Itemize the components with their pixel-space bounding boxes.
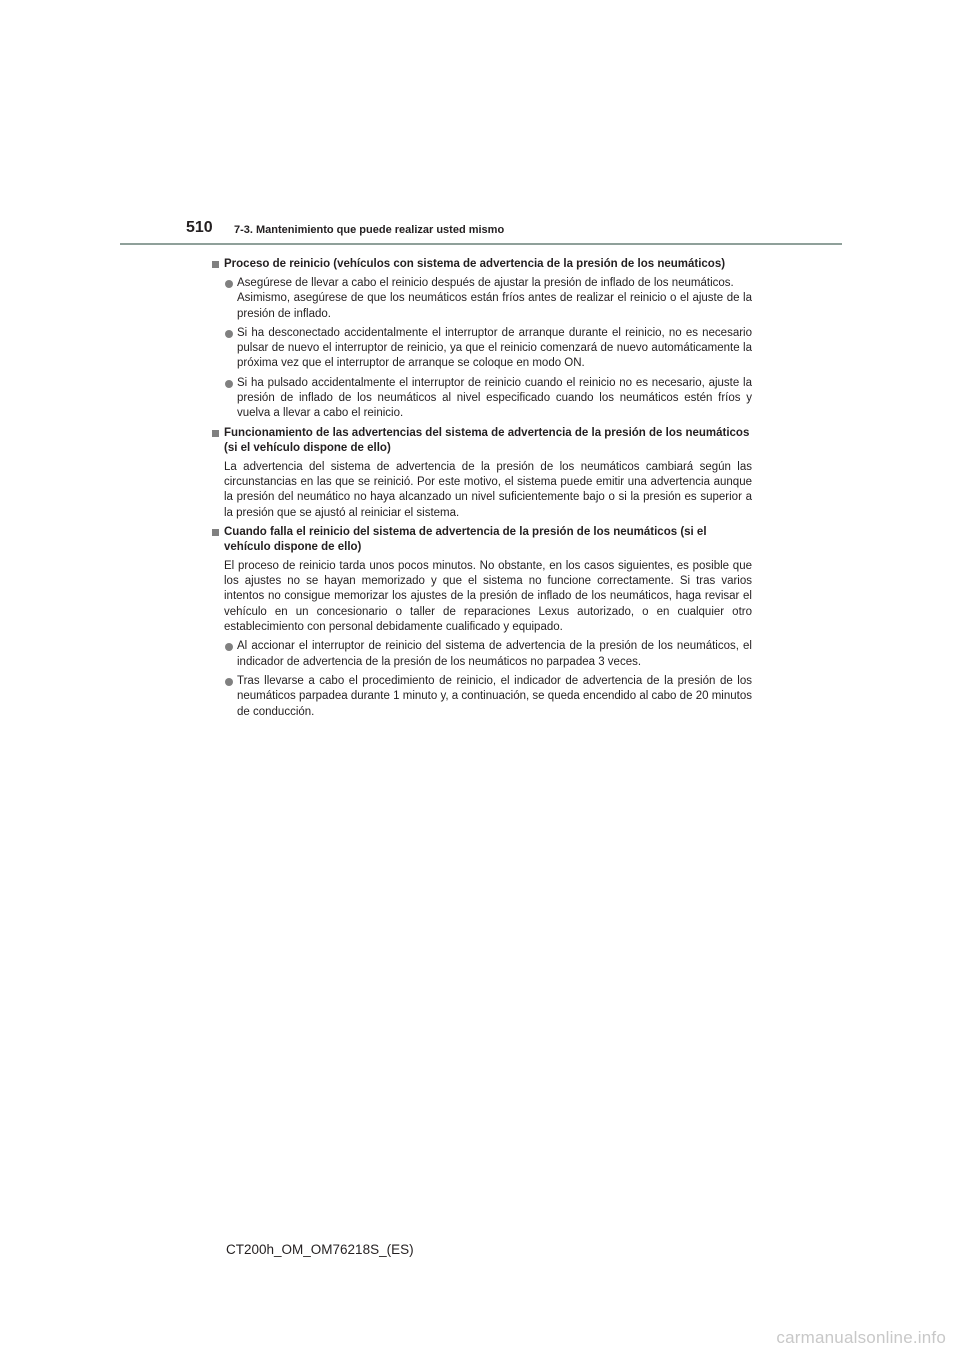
square-bullet-icon [212, 261, 219, 268]
list-item [224, 276, 752, 322]
round-bullet-icon [225, 380, 233, 388]
list-item-text: Si ha desconectado accidentalmente el interruptor de arranque durante el reinicio, no es necesario pulsar de nuevo el interruptor de reinicio, ya que el reinicio comenzará de nuevo automáticamente la próxima vez que el interruptor de arranque se coloque en modo ON. [237, 326, 752, 370]
section-paragraph: La advertencia del sistema de advertencia de la presión de los neumáticos cambiará según las circunstancias en las que se reinició. Por este motivo, el sistema puede emitir una advertencia aunque la presión del neumático no haya alcanzado un nivel suficientemente bajo o si la presión es superior a la presión que se ajustó al reiniciar el sistema. [224, 460, 752, 519]
list-item [224, 639, 752, 670]
section-heading [211, 525, 752, 555]
section-heading [211, 426, 752, 456]
section-heading [211, 257, 752, 272]
header-divider [120, 243, 842, 245]
section-heading-text: Proceso de reinicio (vehículos con sistema de advertencia de la presión de los neumáticos) [224, 258, 726, 270]
list-item-text: Si ha pulsado accidentalmente el interruptor de reinicio cuando el reinicio no es necesario, ajuste la presión de inflado de los neumáticos al nivel especificado cuando los neumáticos estén fríos y vuelva a llevar a cabo el reinicio. [237, 376, 752, 420]
section-heading-text: Funcionamiento de las advertencias del sistema de advertencia de la presión de los neumáticos (si el vehículo dispone de ello) [224, 426, 750, 454]
footer-doc-code: CT200h_OM_OM76218S_(ES) [226, 1242, 414, 1257]
section-reset-failure [211, 525, 752, 720]
list-item [224, 326, 752, 372]
section-heading-text: Cuando falla el reinicio del sistema de advertencia de la presión de los neumáticos (si el vehículo dispone de ello) [224, 525, 707, 553]
square-bullet-icon [212, 430, 219, 437]
round-bullet-icon [225, 330, 233, 338]
section-warning-operation [211, 426, 752, 521]
list-item-text: Tras llevarse a cabo el procedimiento de reinicio, el indicador de advertencia de la presión de los neumáticos parpadea durante 1 minuto y, a continuación, se queda encendido al cabo de 20 minutos de conducción. [237, 674, 752, 718]
section-paragraph: El proceso de reinicio tarda unos pocos minutos. No obstante, en los casos siguientes, es posible que los ajustes no se hayan memorizado y que el sistema no funcione correctamente. Si tras varios intentos no consigue memorizar los ajustes de la presión de inflado de los neumáticos, haga revisar el vehículo en un concesionario o taller de reparaciones Lexus autorizado, o en cualquier otro establecimiento con personal debidamente cualificado y equipado. [224, 559, 752, 634]
round-bullet-icon [225, 280, 233, 288]
watermark: carmanualsonline.info [776, 1328, 946, 1347]
section-reset-process [211, 257, 752, 422]
page-content [211, 257, 752, 724]
page-number: 510 [186, 219, 213, 236]
list-item [224, 674, 752, 720]
section-title: 7-3. Mantenimiento que puede realizar usted mismo [234, 224, 505, 236]
list-item-text: Asegúrese de llevar a cabo el reinicio después de ajustar la presión de inflado de los neumáticos. [237, 277, 734, 289]
list-item-text: Al accionar el interruptor de reinicio del sistema de advertencia de la presión de los neumáticos, el indicador de advertencia de la presión de los neumáticos no parpadea 3 veces. [237, 640, 752, 668]
list-item [224, 376, 752, 422]
page-header [0, 0, 960, 250]
round-bullet-icon [225, 678, 233, 686]
square-bullet-icon [212, 529, 219, 536]
round-bullet-icon [225, 643, 233, 651]
list-item-text: Asimismo, asegúrese de que los neumáticos están fríos antes de realizar el reinicio o el ajuste de la presión de inflado. [237, 292, 752, 320]
